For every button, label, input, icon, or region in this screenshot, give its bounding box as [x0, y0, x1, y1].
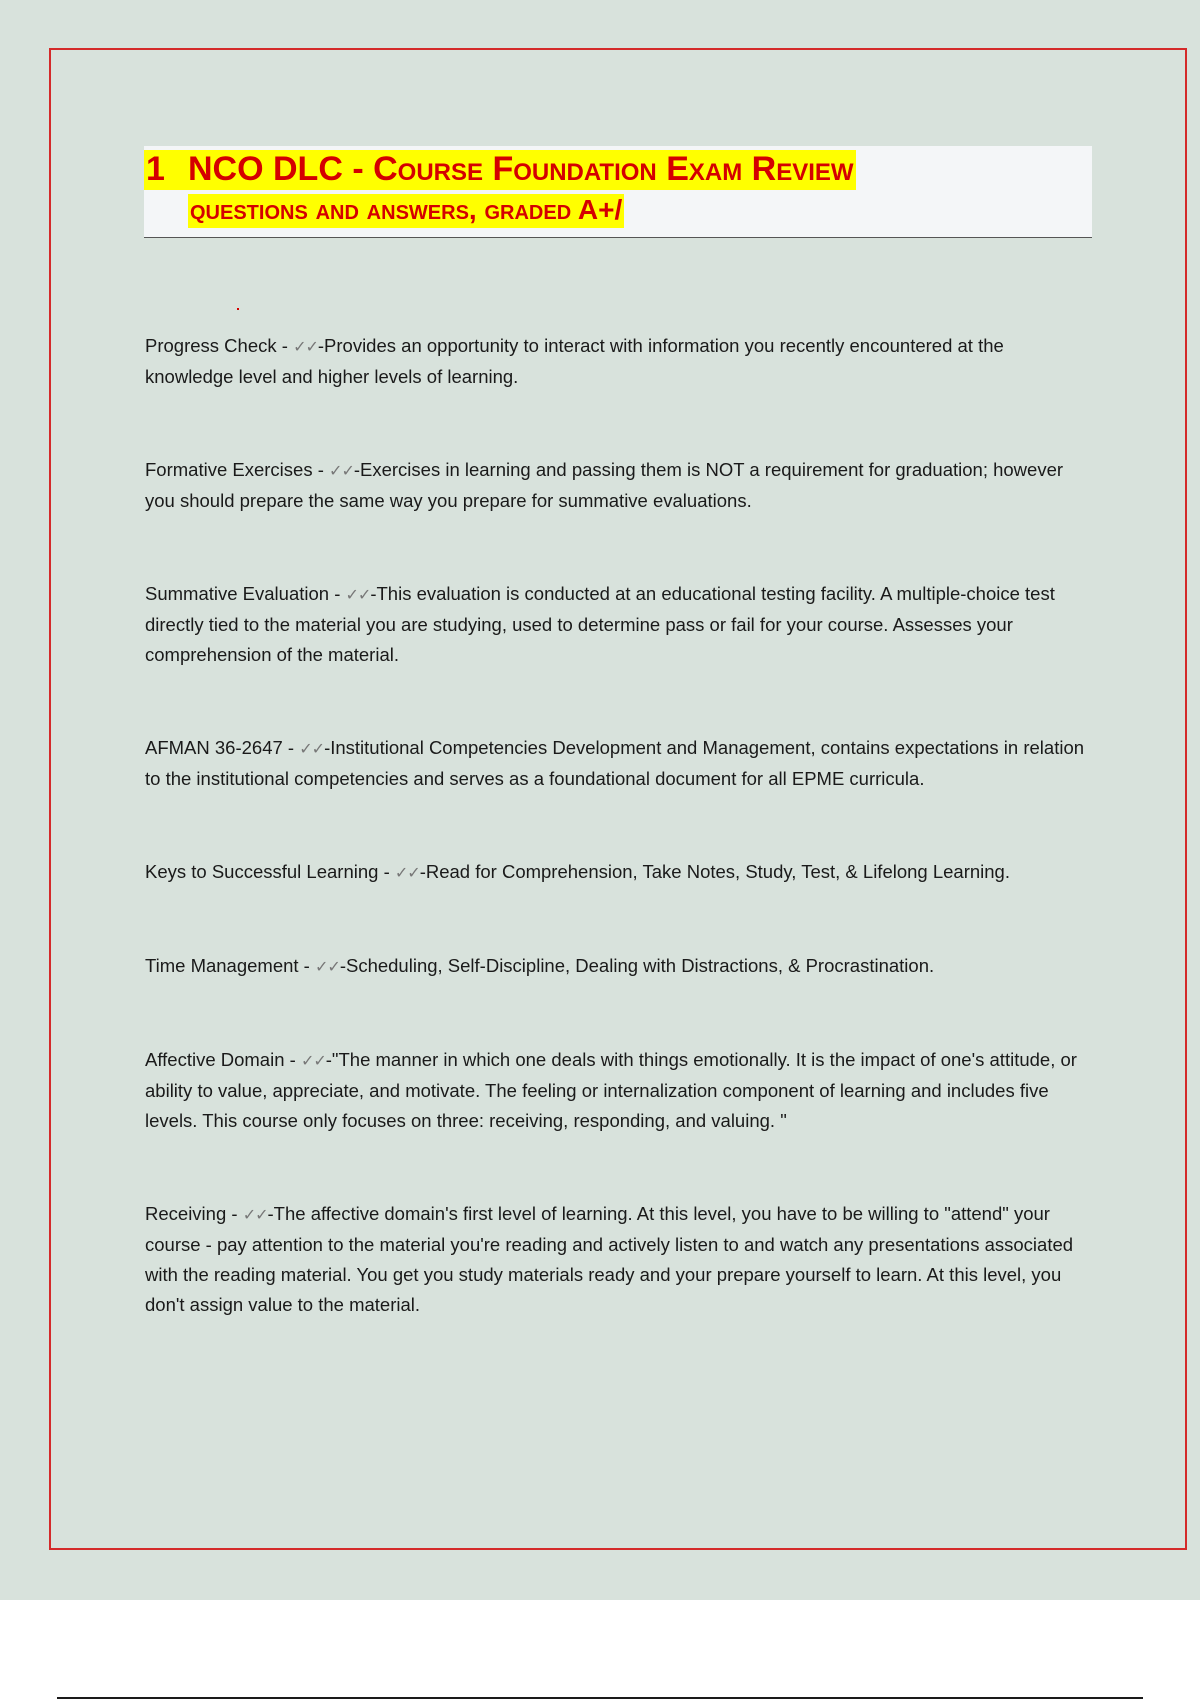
check-icon: ✓✓	[300, 1051, 326, 1070]
qa-entry: Affective Domain - ✓✓-"The manner in which one deals with things emotionally. It is the impact of one's attitude, or ability to value, appreciate, and motivate. The feeling or internalization component of learning and includes five levels. This course only focuses on three: receiving, responding, and valuing. "	[145, 1049, 1077, 1131]
title-text-main: Course Foundation Exam Review	[373, 150, 854, 188]
qa-term: Progress Check	[145, 335, 277, 356]
title-number: 1	[146, 150, 165, 188]
qa-definition: -"The manner in which one deals with things emotionally. It is the impact of one's attitude, or ability to value, appreciate, and motivate. The feeling or internalization component of learning and includes five levels. This course only focuses on three: receiving, responding, and valuing. "	[145, 1049, 1077, 1131]
qa-definition: -Provides an opportunity to interact with information you recently encountered at the knowledge level and higher levels of learning.	[145, 335, 1004, 387]
qa-term: Keys to Successful Learning	[145, 861, 379, 882]
check-icon: ✓✓	[242, 1205, 268, 1224]
qa-entry: Formative Exercises - ✓✓-Exercises in learning and passing them is NOT a requirement for graduation; however you should prepare the same way you prepare for summative evaluations.	[145, 459, 1064, 511]
check-icon: ✓✓	[329, 461, 354, 480]
qa-definition: -Institutional Competencies Development and Management, contains expectations in relation to the institutional competencies and serves as a foundational document for all EPME curricula.	[145, 737, 1085, 789]
check-icon: ✓✓	[299, 739, 325, 758]
check-icon: ✓✓	[293, 337, 318, 356]
qa-entry: Time Management - ✓✓-Scheduling, Self-Discipline, Dealing with Distractions, & Procrastination.	[145, 955, 935, 976]
check-icon: ✓✓	[394, 863, 420, 882]
qa-term: Receiving	[145, 1203, 227, 1224]
qa-list	[145, 331, 1090, 1320]
qa-entry: AFMAN 36-2647 - ✓✓-Institutional Competencies Development and Management, contains expectations in relation to the institutional competencies and serves as a foundational document for all EPME curricula.	[145, 737, 1085, 789]
qa-definition: -The affective domain's first level of learning. At this level, you have to be willing to "attend" your course - pay attention to the material you're reading and actively listen to and watch any presentations associated with the reading material. You get you study materials ready and your prepare yourself to learn. At this level, you don't assign value to the material.	[145, 1203, 1074, 1315]
footer-rule	[57, 1697, 1143, 1699]
qa-term: Time Management	[145, 955, 299, 976]
title-block	[144, 146, 1092, 238]
check-icon: ✓✓	[315, 957, 340, 976]
qa-entry: Receiving - ✓✓-The affective domain's first level of learning. At this level, you have to be willing to "attend" your course - pay attention to the material you're reading and actively listen to and watch any presentations associated with the reading material. You get you study materials ready and your prepare yourself to learn. At this level, you don't assign value to the material.	[145, 1203, 1074, 1315]
qa-definition: -Exercises in learning and passing them is NOT a requirement for graduation; however you should prepare the same way you prepare for summative evaluations.	[145, 459, 1064, 511]
qa-term: Formative Exercises	[145, 459, 313, 480]
title-text-prefix: NCO DLC -	[188, 150, 374, 188]
qa-definition: -Read for Comprehension, Take Notes, Study, Test, & Lifelong Learning.	[419, 861, 1010, 882]
check-icon: ✓✓	[345, 585, 371, 604]
qa-entry: Keys to Successful Learning - ✓✓-Read for Comprehension, Take Notes, Study, Test, & Lifelong Learning.	[145, 861, 1010, 882]
title-line-2: questions and answers, graded A+/	[188, 194, 624, 228]
qa-term: Summative Evaluation	[145, 583, 330, 604]
qa-entry: Progress Check - ✓✓-Provides an opportunity to interact with information you recently encountered at the knowledge level and higher levels of learning.	[145, 335, 1004, 387]
red-mark	[237, 308, 239, 310]
qa-term: AFMAN 36-2647	[145, 737, 283, 758]
qa-entry: Summative Evaluation - ✓✓-This evaluation is conducted at an educational testing facility. A multiple-choice test directly tied to the material you are studying, used to determine pass or fail for your course. Assesses your comprehension of the material.	[145, 583, 1055, 665]
qa-definition: -This evaluation is conducted at an educational testing facility. A multiple-choice test directly tied to the material you are studying, used to determine pass or fail for your course. Assesses your comprehension of the material.	[145, 583, 1055, 665]
title-line-1	[144, 150, 856, 190]
qa-definition: -Scheduling, Self-Discipline, Dealing with Distractions, & Procrastination.	[339, 955, 935, 976]
qa-term: Affective Domain	[145, 1049, 285, 1070]
